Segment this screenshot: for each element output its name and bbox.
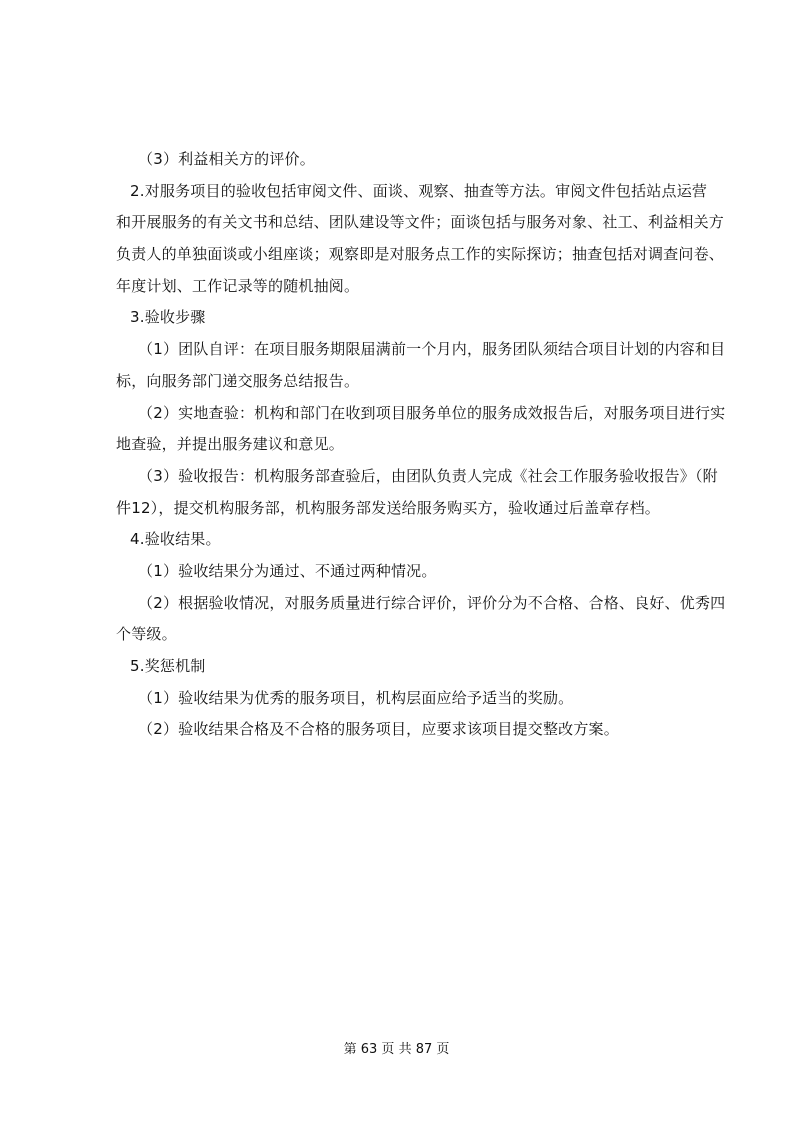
paragraph-line: （3）验收报告：机构服务部查验后，由团队负责人完成《社会工作服务验收报告》（附	[138, 466, 718, 485]
paragraph-line: （2）实地查验：机构和部门在收到项目服务单位的服务成效报告后，对服务项目进行实	[138, 403, 726, 422]
paragraph-line: 标，向服务部门递交服务总结报告。	[116, 371, 360, 390]
section-heading: 5.奖惩机制	[130, 657, 206, 675]
paragraph-line: （2）根据验收情况，对服务质量进行综合评价，评价分为不合格、合格、良好、优秀四	[138, 593, 726, 612]
paragraph-line: （2）验收结果合格及不合格的服务项目，应要求该项目提交整改方案。	[138, 720, 619, 739]
paragraph-line: 和开展服务的有关文书和总结、团队建设等文件；面谈包括与服务对象、社工、利益相关方	[116, 213, 725, 232]
paragraph-line: 个等级。	[116, 625, 177, 644]
paragraph-line: （1）验收结果为优秀的服务项目，机构层面应给予适当的奖励。	[138, 688, 574, 707]
paragraph-line: 件12），提交机构服务部，机构服务部发送给服务购买方，验收通过后盖章存档。	[116, 498, 660, 517]
paragraph-line: 负责人的单独面谈或小组座谈；观察即是对服务点工作的实际探访；抽查包括对调查问卷、	[116, 245, 725, 264]
page-number-footer: 第 63 页 共 87 页	[343, 1042, 450, 1057]
paragraph-line: 年度计划、工作记录等的随机抽阅。	[116, 276, 360, 295]
paragraph-line: （3）利益相关方的评价。	[138, 150, 315, 168]
paragraph-line: 地查验，并提出服务建议和意见。	[116, 435, 345, 454]
section-heading: 3.验收步骤	[130, 308, 206, 327]
paragraph-line: 2.对服务项目的验收包括审阅文件、面谈、观察、抽查等方法。审阅文件包括站点运营	[130, 181, 708, 200]
paragraph-line: （1）团队自评：在项目服务期限届满前一个月内，服务团队须结合项目计划的内容和目	[138, 340, 726, 359]
document-body	[116, 144, 726, 746]
section-heading: 4.验收结果。	[130, 530, 221, 549]
paragraph-line: （1）验收结果分为通过、不通过两种情况。	[138, 561, 437, 580]
